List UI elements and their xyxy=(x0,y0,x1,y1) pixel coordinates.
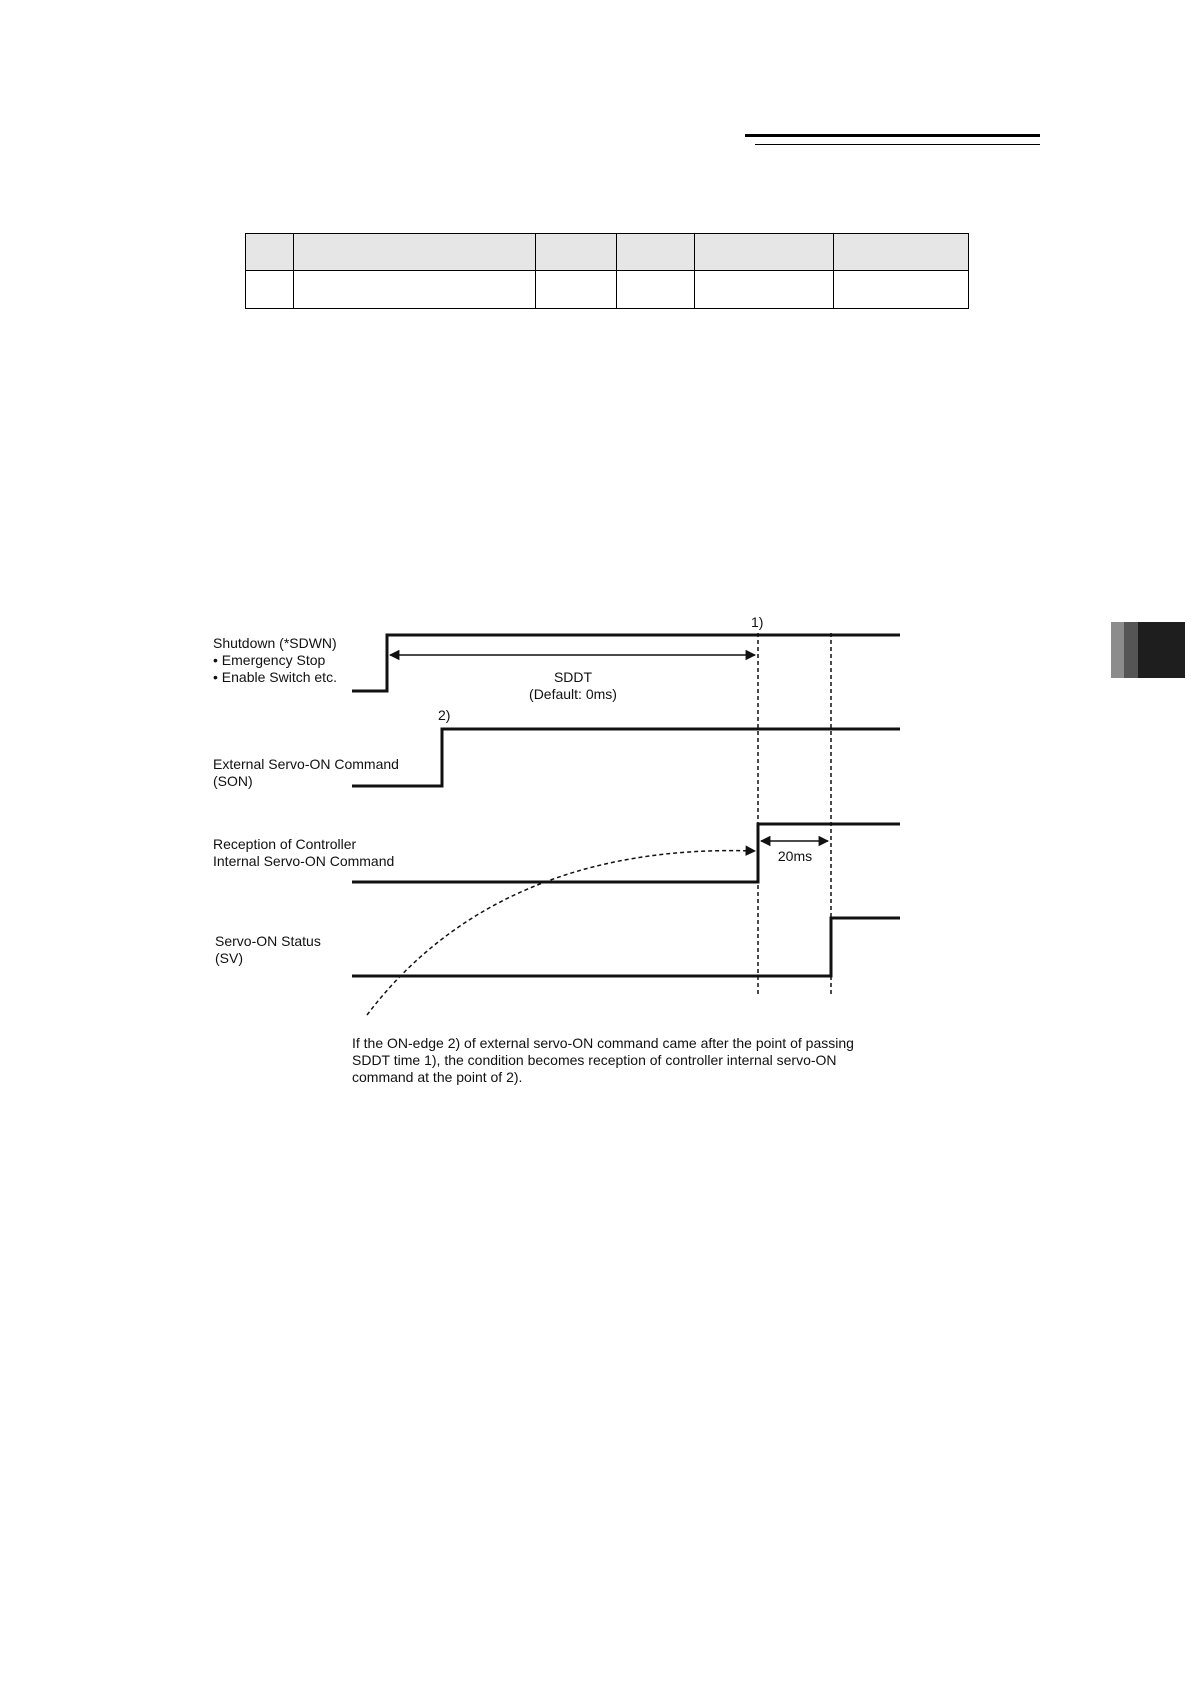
son-waveform xyxy=(352,729,900,786)
table-cell xyxy=(834,271,969,309)
internal-label-line1: Reception of Controller xyxy=(213,836,357,852)
header-cell-range xyxy=(695,234,834,271)
header-cell-unit xyxy=(617,234,695,271)
sdwn-label-line2: • Emergency Stop xyxy=(213,652,326,668)
sv-label-line2: (SV) xyxy=(215,950,243,966)
table-cell xyxy=(246,271,294,309)
internal-waveform xyxy=(352,824,900,882)
table-row xyxy=(246,271,969,309)
son-label-line2: (SON) xyxy=(213,773,253,789)
header-rule-thin xyxy=(755,144,1040,145)
delay-label: 20ms xyxy=(777,848,813,864)
internal-label-line2: Internal Servo-ON Command xyxy=(213,853,395,869)
sddt-default-label: (Default: 0ms) xyxy=(529,686,617,702)
chapter-tab-light xyxy=(1111,622,1124,678)
note-line3: command at the point of 2). xyxy=(352,1069,523,1085)
sv-label-line1: Servo-ON Status xyxy=(215,933,321,949)
table-cell xyxy=(617,271,695,309)
header-cell-symbol xyxy=(536,234,617,271)
timing-diagram xyxy=(210,605,910,1105)
chapter-tab-dark xyxy=(1138,622,1185,678)
table-cell xyxy=(294,271,536,309)
header-cell-no xyxy=(246,234,294,271)
header-cell-name xyxy=(294,234,536,271)
marker-point2: 2) xyxy=(438,707,451,723)
note-line2: SDDT time 1), the condition becomes reception of controller internal servo-ON xyxy=(352,1052,837,1068)
sddt-label: SDDT xyxy=(553,669,593,685)
header-rule-thick xyxy=(745,134,1040,137)
chapter-tab-mid xyxy=(1124,622,1138,678)
sv-waveform xyxy=(352,918,900,976)
table-cell xyxy=(536,271,617,309)
sdwn-label-line1: Shutdown (*SDWN) xyxy=(213,635,337,651)
son-label-line1: External Servo-ON Command xyxy=(213,756,399,772)
header-cell-default xyxy=(834,234,969,271)
note-line1: If the ON-edge 2) of external servo-ON command came after the point of passing xyxy=(352,1035,854,1051)
parameter-table xyxy=(245,233,969,309)
note-pointer-arrow xyxy=(367,851,755,1015)
table-header-row xyxy=(246,234,969,271)
table-cell xyxy=(695,271,834,309)
sdwn-waveform xyxy=(352,635,900,691)
sdwn-label-line3: • Enable Switch etc. xyxy=(213,669,337,685)
marker-point1: 1) xyxy=(751,614,764,630)
